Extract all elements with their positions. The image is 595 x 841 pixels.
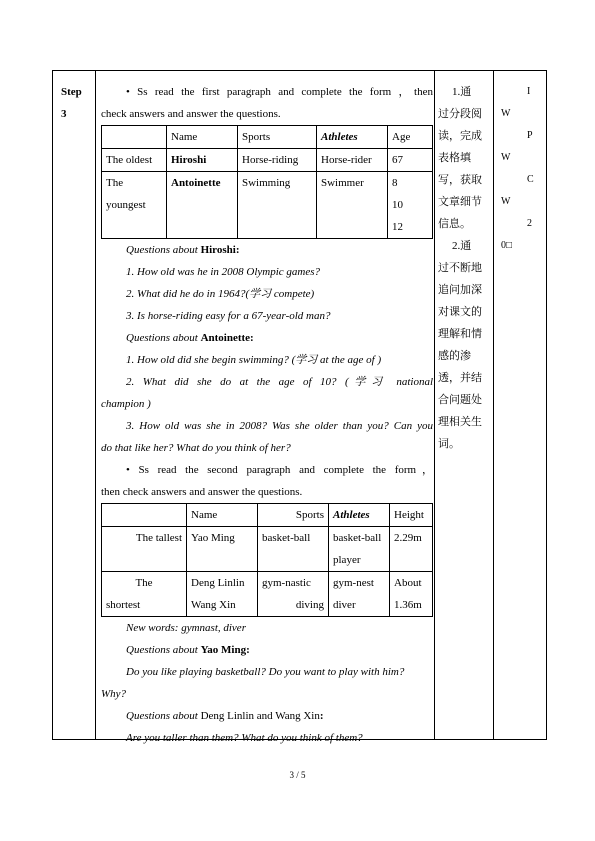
question-heading: Questions about Yao Ming: xyxy=(126,644,250,656)
question-heading: Questions about Deng Linlin and Wang Xin: xyxy=(126,710,324,722)
column-divider xyxy=(95,71,96,739)
form-table-1: Name Sports Athletes Age The oldest Hiroshi Horse-riding Horse-rider 67 The youngest Antoinette Swimming Swimmer 8 10 12 xyxy=(101,125,433,239)
question: Are you taller than them? What do you think of them? xyxy=(126,732,363,744)
step-label: Step 3 xyxy=(61,86,82,120)
question-heading: Questions about Hiroshi: xyxy=(126,244,240,256)
question-cont: do that like her? What do you think of her? xyxy=(101,442,291,454)
instruction-1: • Ss read the first paragraph and complete the form ，then xyxy=(126,86,433,98)
question: 1. How old did she begin swimming? (学习 at the age of ) xyxy=(126,354,382,366)
new-words: New words: gymnast, diver xyxy=(126,622,246,634)
question-heading: Questions about Antoinette: xyxy=(126,332,254,344)
question: 2. What did he do in 1964?(学习 compete) xyxy=(126,288,315,300)
main-content xyxy=(101,81,433,749)
question: 3. How old was she in 2008? Was she older than you? Can you xyxy=(126,420,433,432)
instruction-2: • Ss read the second paragraph and complete the form， xyxy=(126,464,433,476)
question: 3. Is horse-riding easy for a 67-year-old man? xyxy=(126,310,331,322)
page-number: 3 / 5 xyxy=(289,770,306,780)
question: 2. What did she do at the age of 10? (学习 national xyxy=(126,376,433,388)
question: 1. How old was he in 2008 Olympic games? xyxy=(126,266,321,278)
question-cont: champion ) xyxy=(101,398,151,410)
lesson-table: Step 3 • Ss read the first paragraph and complete the form ，then check answers and answer the questions. Name Sports Athletes Age The oldest Hiroshi Horse-riding Horse-rider 67 The youngest Antoinette Swimming Swimmer 8 10 12 Questions about Hiroshi: 1. How old was he in 2008 Olympic games? 2. What did he do in 1964?(学习 compete) 3. Is horse-riding easy for a 67-year-old man? Questions about Antoinette: 1. How old did she begin swimming? (学习 at the age of ) 2. What did she do at the age of 10? (学习 national champion ) 3. How old was she in 2008? Was she older than you? Can you do that like her? What do you think of her? • Ss read the second paragraph and complete the form， then check answers and answer the questions. Name Sports Athletes Height The tallest Yao Ming basket-ball basket-ball player 2.29m The shortest Deng Linlin Wang Xin gym-nastic diving gym-nest diver About 1.36m New words: gymnast, diver Questions about Yao Ming: Do you like playing basketball? Do you want to play with him? Why? Questions about Deng Linlin and Wang Xin: Are you taller than them? What do you think of them? 1.通 过分段阅 读，完成 表格填 写，获取 文章细节 信息。 2.通 过不断地 追问加深 对课文的 理解和情 感的渗 透，并结 合问题处 理相关生 词。 I W P W C W 2 0□ xyxy=(52,70,547,740)
instruction-1-cont: check answers and answer the questions. xyxy=(101,108,281,120)
design-notes: 1.通 过分段阅 读，完成 表格填 写，获取 文章细节 信息。 2.通 过不断地 追问加深 对课文的 理解和情 感的渗 透，并结 合问题处 理相关生 词。 xyxy=(438,86,482,450)
question-cont: Why? xyxy=(101,688,127,700)
column-divider xyxy=(493,71,494,739)
column-divider xyxy=(434,71,435,739)
form-table-2: Name Sports Athletes Height The tallest Yao Ming basket-ball basket-ball player 2.29m The shortest Deng Linlin Wang Xin gym-nastic diving gym-nest diver About 1.36m xyxy=(101,503,433,617)
instruction-2-cont: then check answers and answer the questions. xyxy=(101,486,303,498)
question: Do you like playing basketball? Do you want to play with him? xyxy=(126,666,405,678)
